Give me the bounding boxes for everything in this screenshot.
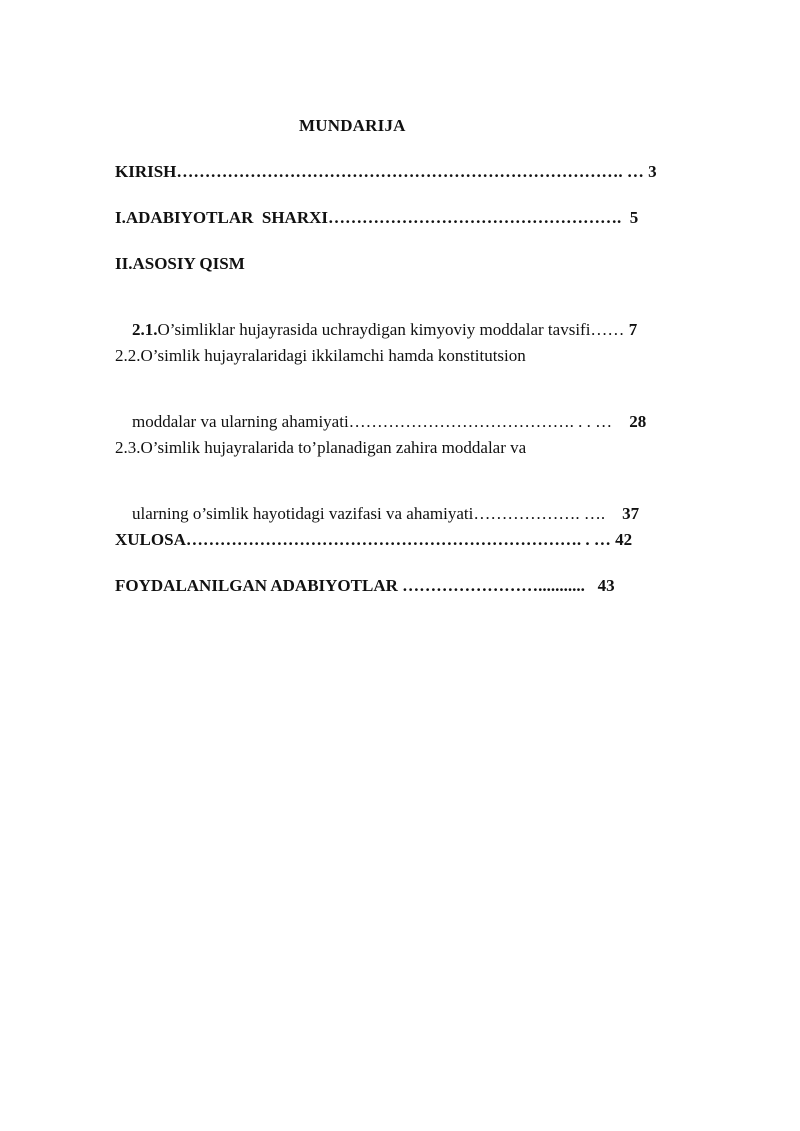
toc-entry-adabiyotlar-sharxi: I.ADABIYOTLAR SHARXI……………………………………………. 5: [115, 208, 639, 227]
toc-entry-xulosa: XULOSA……………………………………………………………. . … 42: [115, 530, 633, 549]
toc-entry-2-3-page: 37: [622, 504, 640, 523]
toc-entry-2-3-line-1: 2.3.O’simlik hujayralarida to’planadigan zahira moddalar va: [115, 438, 527, 457]
toc-entry-2-2-page: 28: [629, 412, 647, 431]
toc-entry-2-1-text: O’simliklar hujayrasida uchraydigan kimyoviy moddalar tavsifi……: [157, 320, 629, 339]
toc-entry-2-1-number: 2.1.: [132, 320, 158, 339]
toc-entry-asosiy-qism: II.ASOSIY QISM: [115, 254, 245, 273]
toc-entry-2-1-page: 7: [628, 320, 638, 339]
toc-entry-2-2-line-1: 2.2.O’simlik hujayralaridagi ikkilamchi hamda konstitutsion: [115, 346, 526, 365]
toc-entry-foydalanilgan-adabiyotlar: FOYDALANILGAN ADABIYOTLAR ……………………........... 43: [115, 576, 615, 595]
toc-entry-2-2-text: moddalar va ularning ahamiyati…………………………………. . . …: [132, 412, 630, 431]
page-title: MUNDARIJA: [299, 116, 406, 135]
toc-entry-kirish: KIRISH……………………………………………………………………. … 3: [115, 162, 657, 181]
toc-entry-2-3-text: ularning o’simlik hayotidagi vazifasi va ahamiyati………………. ….: [132, 504, 623, 523]
